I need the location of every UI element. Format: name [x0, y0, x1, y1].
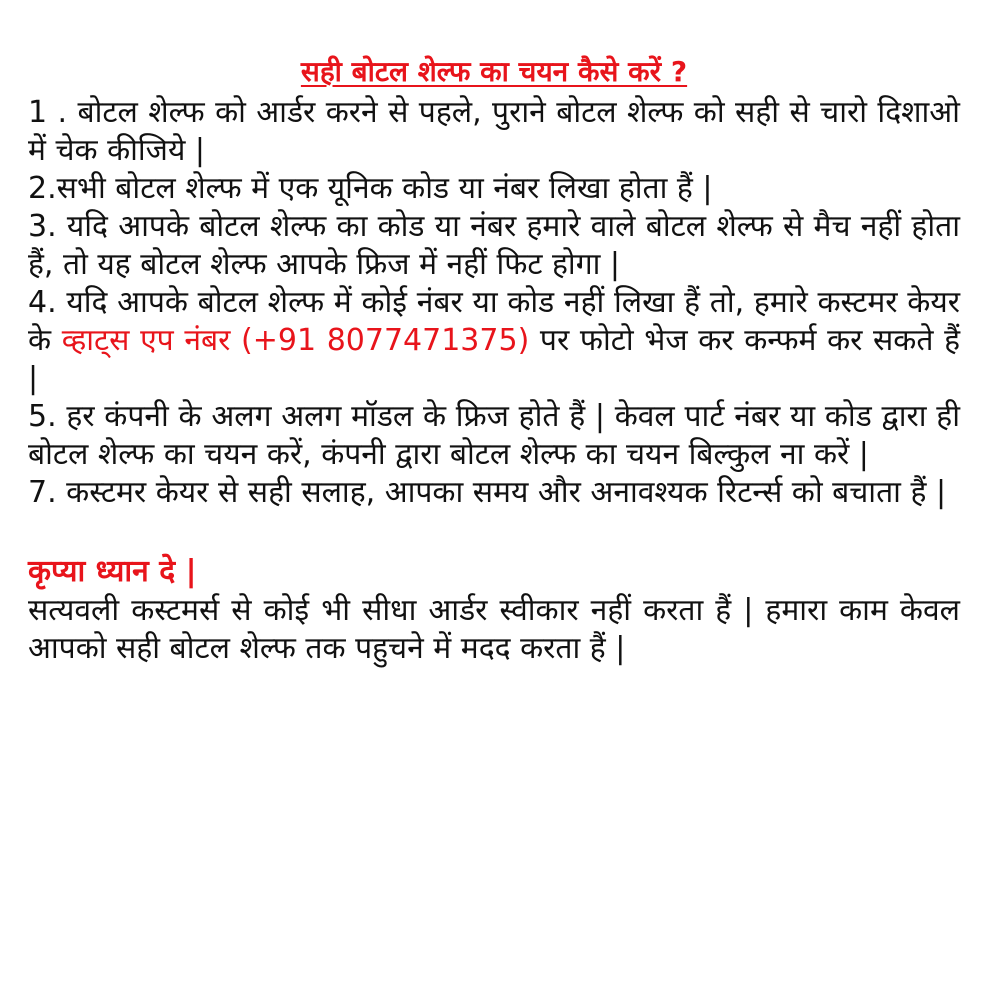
point-4-text-before: 4. यदि आपके बोटल शेल्फ में कोई नंबर या कोड नहीं लिखा हैं तो, हमारे कस्टमर केयर के	[28, 285, 960, 358]
point-5: 5. हर कंपनी के अलग अलग मॉडल के फ्रिज होते हैं | केवल पार्ट नंबर या कोड द्वारा ही बोटल शेल्फ का चयन करें, कंपनी द्वारा बोटल शेल्फ का चयन बिल्कुल ना करें |	[28, 399, 960, 472]
point-7: 7. कस्टमर केयर से सही सलाह, आपका समय और अनावश्यक रिटर्न्स को बचाता हैं |	[28, 475, 947, 510]
point-1: 1 . बोटल शेल्फ को आर्डर करने से पहले, पुराने बोटल शेल्फ को सही से चारो दिशाओ में चेक कीजिये |	[28, 95, 960, 168]
page-title: सही बोटल शेल्फ का चयन कैसे करें ?	[300, 55, 688, 88]
point-4	[28, 284, 960, 398]
point-4-text-after: पर फोटो भेज कर कन्फर्म कर सकते हैं |	[28, 323, 961, 396]
document-page	[28, 52, 960, 668]
whatsapp-number: व्हाट्स एप नंबर (+91 8077471375)	[61, 323, 530, 358]
point-3: 3. यदि आपके बोटल शेल्फ का कोड या नंबर हमारे वाले बोटल शेल्फ से मैच नहीं होता हैं, तो यह बोटल शेल्फ आपके फ्रिज में नहीं फिट होगा |	[28, 209, 960, 282]
notice-heading: कृप्या ध्यान दे |	[28, 554, 197, 589]
notice-body: सत्यवली कस्टमर्स से कोई भी सीधा आर्डर स्वीकार नहीं करता हैं | हमारा काम केवल आपको सही बोटल शेल्फ तक पहुचने में मदद करता हैं |	[28, 593, 960, 666]
section-spacer	[28, 512, 960, 552]
point-2: 2.सभी बोटल शेल्फ में एक यूनिक कोड या नंबर लिखा होता हैं |	[28, 171, 713, 206]
